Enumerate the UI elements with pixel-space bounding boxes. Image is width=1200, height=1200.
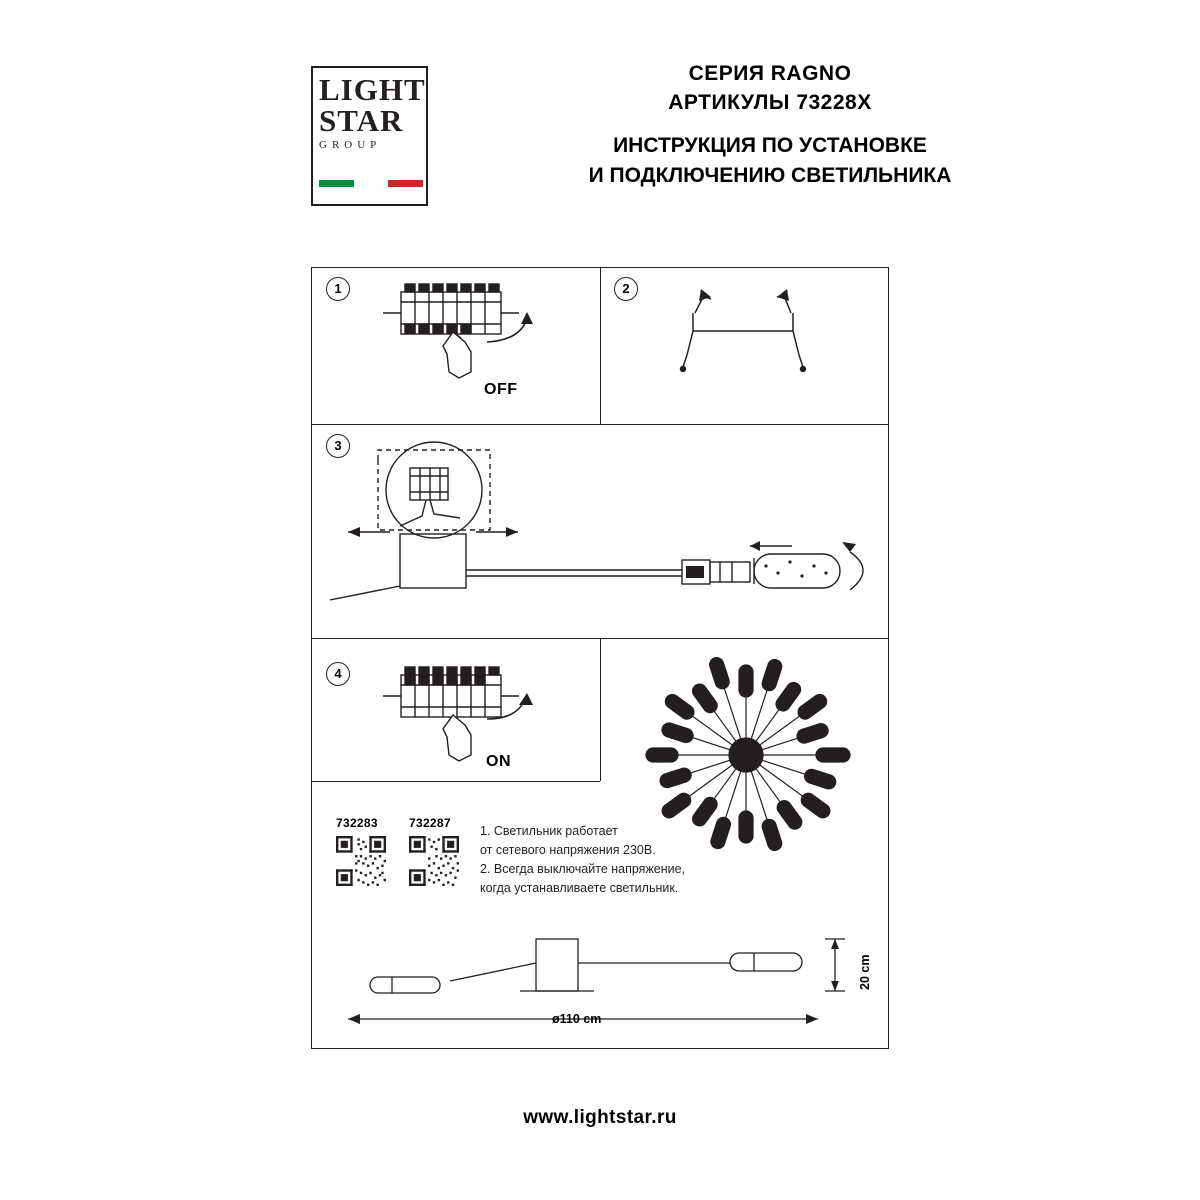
step-number-2: 2 bbox=[614, 277, 638, 301]
document-title-line-2: И ПОДКЛЮЧЕНИЮ СВЕТИЛЬНИКА bbox=[588, 164, 952, 187]
step-2-illustration bbox=[665, 285, 845, 395]
articles-label: АРТИКУЛЫ 73228X bbox=[668, 91, 872, 114]
qr-code-2[interactable] bbox=[409, 836, 459, 886]
step-number-3: 3 bbox=[326, 434, 350, 458]
logo-wordmark bbox=[319, 74, 424, 151]
diameter-dimension-label: ø110 cm bbox=[552, 1012, 602, 1026]
divider-row-1 bbox=[312, 424, 888, 425]
step-1-label: OFF bbox=[484, 381, 518, 398]
italian-flag-icon bbox=[319, 180, 423, 187]
step-4-label: ON bbox=[486, 753, 511, 770]
brand-logo bbox=[311, 66, 428, 206]
website-footer[interactable]: www.lightstar.ru bbox=[523, 1107, 677, 1128]
logo-subtitle: GROUP bbox=[319, 139, 382, 151]
note-line-4: когда устанавливаете светильник. bbox=[480, 881, 679, 895]
step-number-1: 1 bbox=[326, 277, 350, 301]
logo-line-1: LIGHT bbox=[319, 72, 426, 107]
divider-row-3 bbox=[312, 781, 600, 782]
step-4-illustration bbox=[375, 663, 565, 778]
step-number-4: 4 bbox=[326, 662, 350, 686]
note-line-3: 2. Всегда выключайте напряжение, bbox=[480, 862, 686, 876]
divider-col-bottom bbox=[600, 638, 601, 781]
product-side-view-dimensions bbox=[330, 915, 875, 1040]
height-dimension-label: 20 cm bbox=[858, 954, 872, 990]
step-3-illustration bbox=[330, 440, 885, 640]
qr-caption-1: 732283 bbox=[336, 816, 378, 830]
logo-line-2: STAR bbox=[319, 103, 404, 138]
qr-caption-2: 732287 bbox=[409, 816, 451, 830]
header-block bbox=[460, 60, 1080, 190]
note-line-1: 1. Светильник работает bbox=[480, 824, 618, 838]
note-line-2: от сетевого напряжения 230В. bbox=[480, 843, 656, 857]
qr-code-1[interactable] bbox=[336, 836, 386, 886]
series-label: СЕРИЯ RAGNO bbox=[688, 62, 852, 85]
document-title-line-1: ИНСТРУКЦИЯ ПО УСТАНОВКЕ bbox=[613, 134, 927, 157]
step-1-illustration bbox=[375, 280, 565, 395]
safety-notes bbox=[480, 822, 760, 898]
divider-col-top bbox=[600, 268, 601, 424]
